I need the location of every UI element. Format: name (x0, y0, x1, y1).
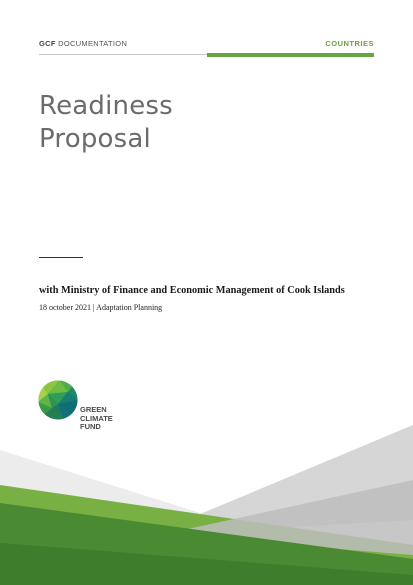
logo-line-2: CLIMATE (80, 413, 113, 423)
title-divider (39, 257, 83, 258)
header-rule-green (207, 53, 374, 57)
document-topic-link[interactable]: Adaptation Planning (96, 303, 163, 312)
document-date: 18 october 2021 (39, 303, 91, 312)
logo-line-1: GREEN (80, 405, 107, 414)
meta-separator: | (93, 303, 95, 312)
header-left (39, 39, 127, 48)
document-meta (39, 303, 162, 312)
header-section: DOCUMENTATION (58, 39, 128, 48)
header-brand: GCF (39, 39, 56, 48)
header-rule-grey (39, 54, 207, 55)
logo-line-3: FUND (80, 422, 101, 432)
gcf-globe-icon (38, 380, 78, 420)
bottom-decorative-band (0, 422, 413, 585)
header-category-link[interactable]: COUNTRIES (325, 39, 374, 48)
title-line-2: Proposal (39, 124, 151, 154)
title-line-1: Readiness (39, 91, 173, 121)
page-title (39, 90, 173, 156)
document-subtitle: with Ministry of Finance and Economic Management of Cook Islands (39, 285, 345, 296)
